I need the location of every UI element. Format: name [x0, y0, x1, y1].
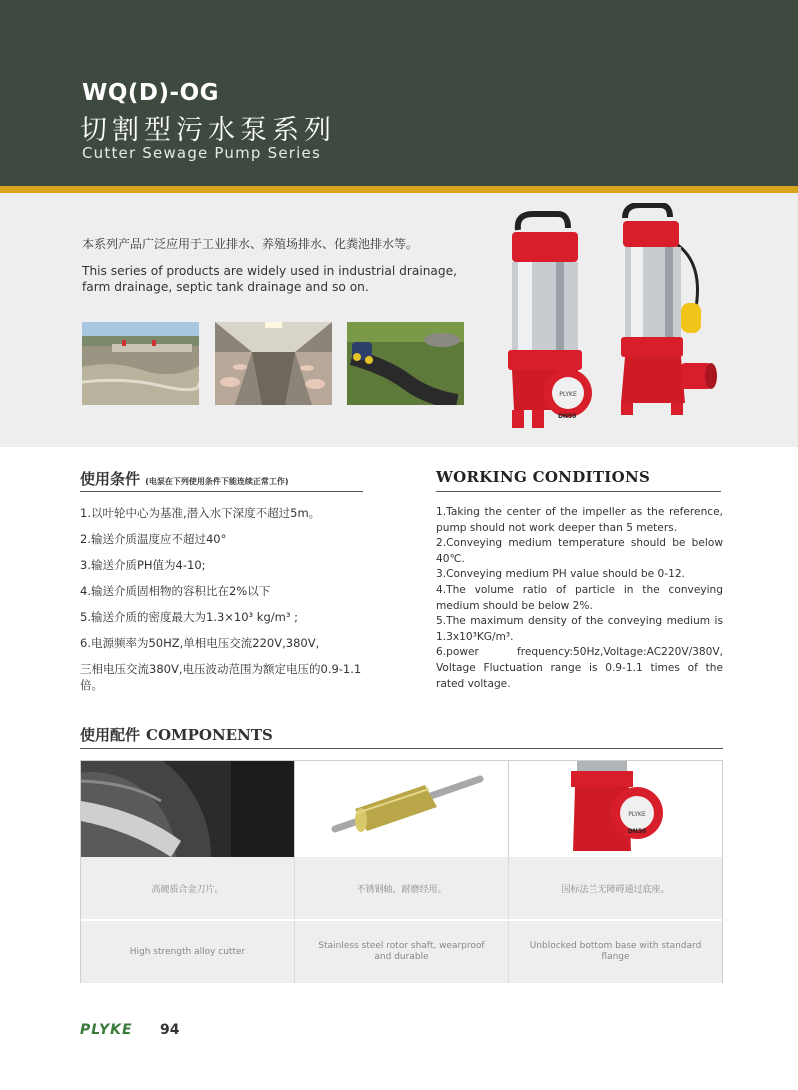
condition-en-item: 2.Conveying medium temperature should be below 40℃. [436, 537, 723, 565]
pump-product-image-2 [615, 203, 720, 423]
component-en-flange: Unblocked bottom base with standard flange [509, 921, 722, 983]
condition-en-item: 5.The maximum density of the conveying medium is 1.3x10³KG/m³. [436, 615, 723, 643]
conditions-title-note: (电泵在下列使用条件下能连续正常工作) [145, 477, 289, 486]
pump-product-image-1 [498, 210, 603, 430]
condition-en-item: 1.Taking the center of the impeller as the reference, pump should not work deeper than 5 meters. [436, 506, 723, 534]
svg-text:PLYKE: PLYKE [559, 391, 577, 398]
conditions-title-english: WORKING CONDITIONS [436, 468, 651, 486]
conditions-rule-left [80, 491, 363, 492]
components-table [80, 760, 723, 983]
brand-logo: PLYKE [80, 1022, 133, 1038]
component-image-flange [509, 761, 722, 857]
condition-cn-item: 4.输送介质固相物的容积比在2%以下 [80, 584, 271, 598]
condition-en-item: 3.Conveying medium PH value should be 0-12. [436, 568, 685, 581]
flange-badge: DN50 [627, 828, 647, 835]
component-cn-shaft: 不锈钢轴，耐磨经用。 [295, 857, 509, 920]
condition-cn-item: 6.电源频率为50HZ,单相电压交流220V,380V, [80, 636, 320, 650]
condition-cn-item: 5.输送介质的密度最大为1.3×10³ kg/m³ ; [80, 610, 298, 624]
title-chinese: 切割型污水泵系列 [80, 115, 336, 146]
conditions-rule-right [436, 491, 721, 492]
condition-en-item: 6.power frequency:50Hz,Voltage:AC220V/380V, Voltage Fluctuation range is 0.9-1.1 times of the rated voltage. [436, 646, 723, 690]
photo-industrial-drainage [82, 322, 199, 405]
photo-farm-drainage [215, 322, 332, 405]
pump-badge: DN50 [558, 413, 577, 420]
component-image-cutter [81, 761, 295, 857]
conditions-list-chinese [80, 505, 380, 703]
component-image-shaft [295, 761, 509, 857]
condition-en-item: 4.The volume ratio of particle in the conveying medium should be below 2%. [436, 583, 723, 612]
header-accent-stripe [0, 186, 798, 193]
condition-cn-item: 3.输送介质PH值为4-10; [80, 558, 206, 572]
condition-cn-item: 2.输送介质温度应不超过40° [80, 532, 227, 546]
components-title: 使用配件 COMPONENTS [80, 726, 273, 744]
component-cn-cutter: 高硬质合金刀片。 [81, 857, 295, 920]
page-number: 94 [160, 1022, 180, 1038]
components-rule [80, 748, 723, 749]
condition-cn-item: 三相电压交流380V,电压波动范围为额定电压的0.9-1.1倍。 [80, 662, 362, 692]
condition-cn-item: 1.以叶轮中心为基准,潜入水下深度不超过5m。 [80, 506, 321, 520]
component-en-cutter: High strength alloy cutter [81, 921, 295, 983]
component-en-shaft: Stainless steel rotor shaft, wearproof and durable [295, 921, 509, 983]
conditions-title-chinese: 使用条件 (电泵在下列使用条件下能连续正常工作) [80, 470, 289, 488]
model-code: WQ(D)-OG [82, 80, 220, 106]
component-cn-flange: 国标法兰无障碍通过底座。 [509, 857, 722, 920]
intro-text-chinese: 本系列产品广泛应用于工业排水、养殖场排水、化粪池排水等。 [82, 237, 419, 251]
title-english: Cutter Sewage Pump Series [82, 144, 321, 162]
svg-text:PLYKE: PLYKE [628, 811, 646, 818]
photo-septic-tank [347, 322, 464, 405]
intro-text-english: This series of products are widely used in industrial drainage, farm drainage, septic tank drainage and so on. [82, 264, 458, 294]
conditions-list-english [436, 505, 723, 692]
